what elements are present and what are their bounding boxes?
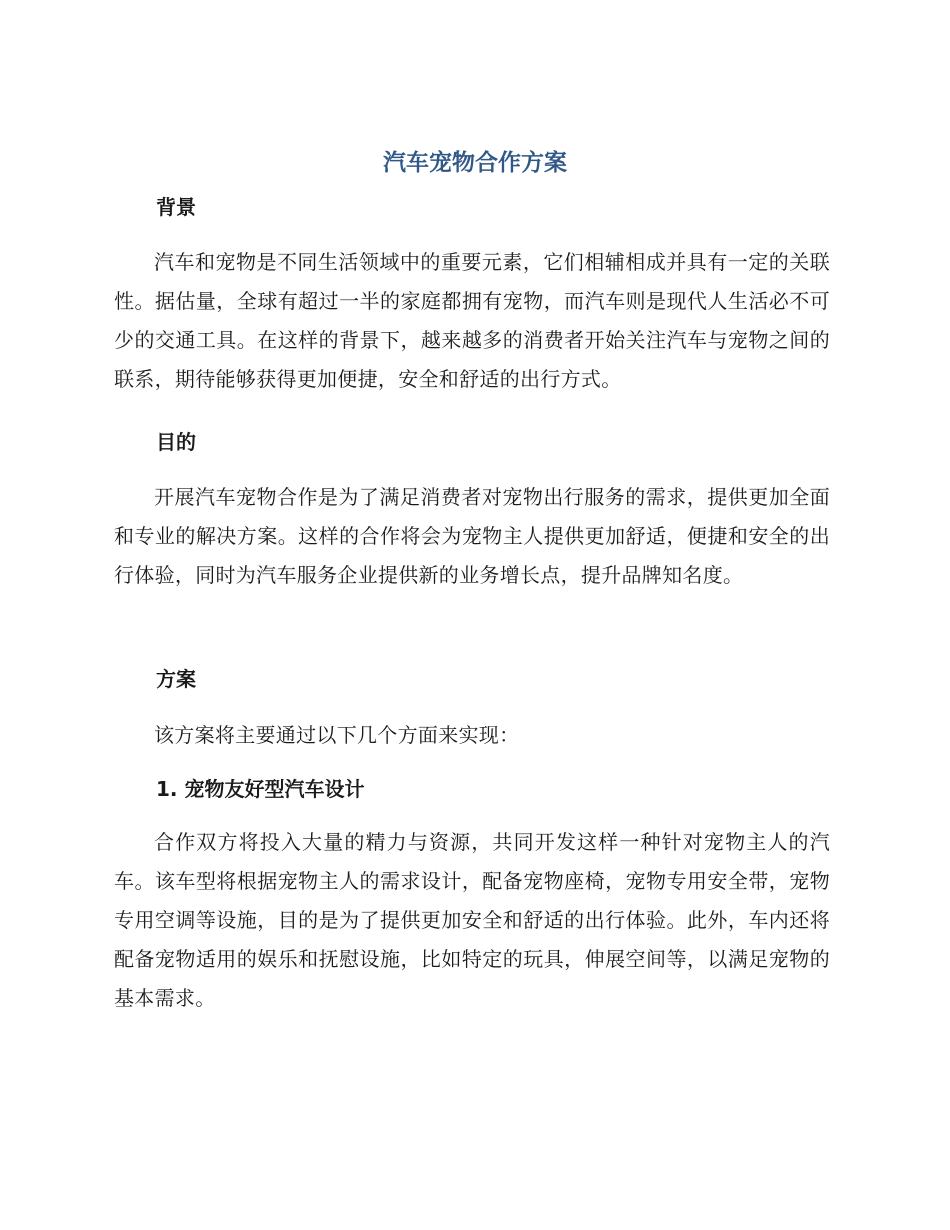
section-heading-pet-friendly-car-design: 1. 宠物友好型汽车设计 bbox=[156, 777, 365, 801]
section-paragraph: 汽车和宠物是不同生活领域中的重要元素，它们相辅相成并具有一定的关联性。据估量，全球有超过一半的家庭都拥有宠物，而汽车则是现代人生活必不可少的交通工具。在这样的背景下，越来越多的消费者开始关注汽车与宠物之间的联系，期待能够获得更加便捷，安全和舒适的出行方式。 bbox=[114, 250, 830, 391]
section-heading-purpose: 目的 bbox=[156, 430, 196, 454]
section-heading-plan: 方案 bbox=[156, 667, 196, 691]
section-heading-background: 背景 bbox=[156, 195, 196, 219]
section-paragraph: 开展汽车宠物合作是为了满足消费者对宠物出行服务的需求，提供更加全面和专业的解决方案。这样的合作将会为宠物主人提供更加舒适，便捷和安全的出行体验，同时为汽车服务企业提供新的业务增长点，提升品牌知名度。 bbox=[114, 485, 830, 587]
document-title: 汽车宠物合作方案 bbox=[383, 150, 567, 176]
section-paragraph: 该方案将主要通过以下几个方面来实现： bbox=[154, 723, 520, 747]
section-paragraph: 合作双方将投入大量的精力与资源，共同开发这样一种针对宠物主人的汽车。该车型将根据宠物主人的需求设计，配备宠物座椅，宠物专用安全带，宠物专用空调等设施，目的是为了提供更加安全和舒适的出行体验。此外，车内还将配备宠物适用的娱乐和抚慰设施，比如特定的玩具，伸展空间等，以满足宠物的基本需求。 bbox=[114, 830, 830, 1010]
